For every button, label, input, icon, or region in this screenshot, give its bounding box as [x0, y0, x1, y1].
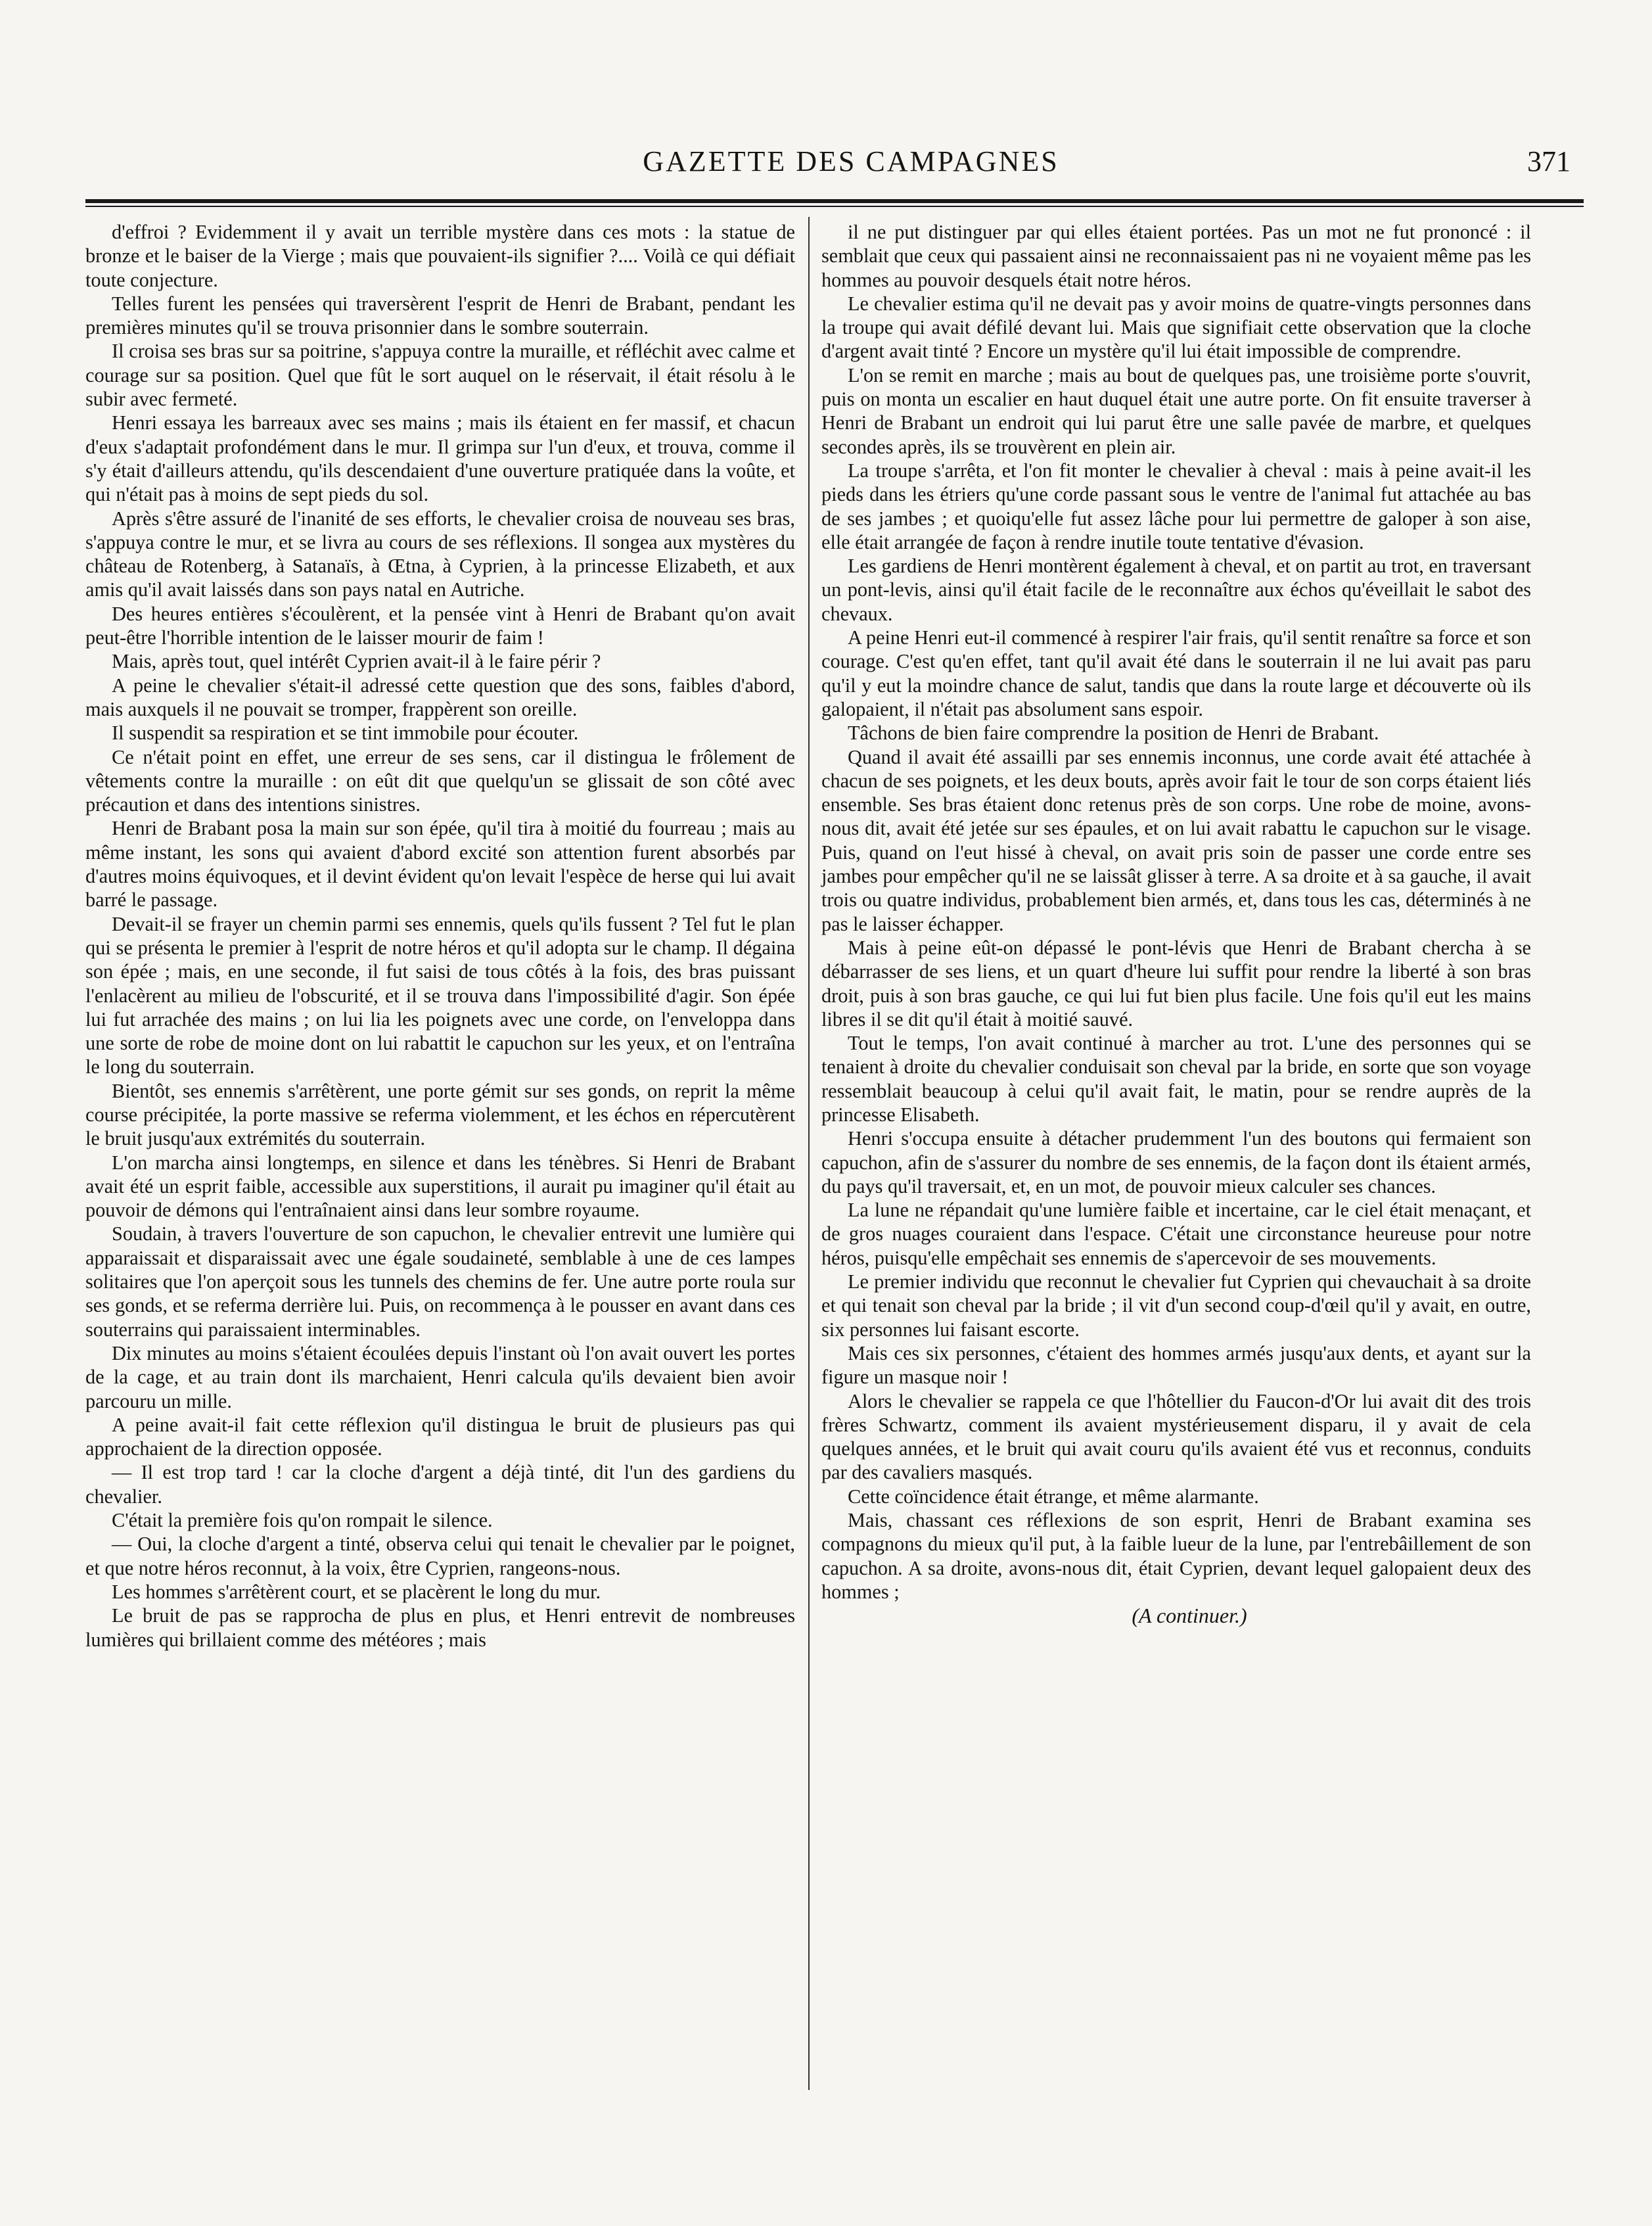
paragraph: Tout le temps, l'on avait continué à marcher au trot. L'une des personnes qui se tenaient à droite du chevalier conduisait son cheval par la bride, en sorte que son voyage ressemblait beaucoup à celui qu'il avait fait, le matin, pour se rendre auprès de la princesse Elisabeth.	[821, 1032, 1531, 1126]
paragraph: Cette coïncidence était étrange, et même alarmante.	[848, 1485, 1259, 1508]
paragraph: Telles furent les pensées qui traversèrent l'esprit de Henri de Brabant, pendant les premières minutes qu'il se trouva prisonnier dans le sombre souterrain.	[85, 292, 795, 339]
paragraph: Devait-il se frayer un chemin parmi ses ennemis, quels qu'ils fussent ? Tel fut le plan qui se présenta le premier à l'esprit de notre héros et qu'il adopta sur le champ. Il dégaina son épée ; mais, en une seconde, il fut saisi de tous côtés à la fois, des bras puissant l'enlacèrent au milieu de l'obscurité, et il se trouva dans l'impossibilité d'agir. Son épée lui fut arrachée des mains ; on lui lia les poignets avec une corde, on l'enveloppa dans une sorte de robe de moine dont on lui rabattit le capuchon sur les yeux, et on l'entraîna le long du souterrain.	[85, 912, 795, 1078]
paragraph: d'effroi ? Evidemment il y avait un terrible mystère dans ces mots : la statue de bronze et le baiser de la Vierge ; mais que pouvaient-ils signifier ?.... Voilà ce qui défiait toute conjecture.	[85, 221, 795, 291]
column-divider	[808, 217, 810, 2090]
paragraph: Les gardiens de Henri montèrent également à cheval, et on partit au trot, en traversant un pont-levis, ainsi qu'il était facile de le reconnaître aux échos qu'éveillait le sabot des chevaux.	[821, 555, 1531, 625]
paragraph: Le bruit de pas se rapprocha de plus en plus, et Henri entrevit de nombreuses lumières qui brillaient comme des météores ; mais	[85, 1604, 795, 1651]
paragraph: Henri essaya les barreaux avec ses mains ; mais ils étaient en fer massif, et chacun d'eux s'adaptait profondément dans le mur. Il grimpa sur l'un d'eux, et trouva, comme il s'y était d'ailleurs attendu, qu'ils descendaient d'une ouverture pratiquée dans la voûte, et qui n'était pas à moins de sept pieds du sol.	[85, 411, 795, 506]
page-header	[85, 135, 1617, 194]
paragraph: Henri de Brabant posa la main sur son épée, qu'il tira à moitié du fourreau ; mais au même instant, les sons qui avaient d'abord excité son attention furent absorbés par d'autres moins équivoques, et il devint évident qu'on levait l'espèce de herse qui lui avait barré le passage.	[85, 817, 795, 912]
text-column-left	[85, 220, 795, 1652]
paragraph: Henri s'occupa ensuite à détacher prudemment l'un des boutons qui fermaient son capuchon, afin de s'assurer du nombre de ses ennemis, de la façon dont ils étaient armés, du pays qu'il traversait, et, en un mot, de pouvoir mieux calculer ses chances.	[821, 1127, 1531, 1197]
paragraph: Mais, après tout, quel intérêt Cyprien avait-il à le faire périr ?	[112, 650, 601, 673]
paragraph: L'on se remit en marche ; mais au bout de quelques pas, une troisième porte s'ouvrit, puis on monta un escalier en haut duquel était une autre porte. On fit ensuite traverser à Henri de Brabant un endroit qui lui parut être une salle pavée de marbre, et quelques secondes après, ils se trouvèrent en plein air.	[821, 363, 1531, 458]
paragraph: A peine Henri eut-il commencé à respirer l'air frais, qu'il sentit renaître sa force et son courage. C'est qu'en effet, tant qu'il avait été dans le souterrain il ne lui avait pas paru qu'il y eut la moindre chance de salut, tandis que dans la route large et découverte où ils galopaient, il n'était pas absolument sans espoir.	[821, 626, 1531, 720]
paragraph: Le premier individu que reconnut le chevalier fut Cyprien qui chevauchait à sa droite et qui tenait son cheval par la bride ; il vit d'un second coup-d'œil qu'il y avait, en outre, six personnes lui faisant escorte.	[821, 1270, 1531, 1341]
paragraph: L'on marcha ainsi longtemps, en silence et dans les ténèbres. Si Henri de Brabant avait été un esprit faible, accessible aux superstitions, il aurait pu imaginer qu'il était au pouvoir de démons qui l'entraînaient ainsi dans leur sombre royaume.	[85, 1151, 795, 1222]
paragraph: Le chevalier estima qu'il ne devait pas y avoir moins de quatre-vingts personnes dans la troupe qui avait défilé devant lui. Mais que signifiait cette observation que la cloche d'argent avait tinté ? Encore un mystère qu'il lui était impossible de comprendre.	[821, 292, 1531, 363]
paragraph: — Il est trop tard ! car la cloche d'argent a déjà tinté, dit l'un des gardiens du chevalier.	[85, 1461, 795, 1508]
running-title: GAZETTE DES CAMPAGNES	[643, 145, 1059, 177]
paragraph: A peine le chevalier s'était-il adressé cette question que des sons, faibles d'abord, mais auxquels il ne pouvait se tromper, frappèrent son oreille.	[85, 674, 795, 720]
paragraph: Il croisa ses bras sur sa poitrine, s'appuya contre la muraille, et réfléchit avec calme et courage sur sa position. Quel que fût le sort auquel on le réservait, il était résolu à le subir avec fermeté.	[85, 340, 795, 411]
text-column-right	[821, 220, 1531, 1628]
paragraph: Tâchons de bien faire comprendre la position de Henri de Brabant.	[848, 722, 1379, 745]
paragraph: A peine avait-il fait cette réflexion qu'il distingua le bruit de plusieurs pas qui approchaient de la direction opposée.	[85, 1413, 795, 1460]
paragraph: Les hommes s'arrêtèrent court, et se placèrent le long du mur.	[112, 1580, 601, 1603]
paragraph: — Oui, la cloche d'argent a tinté, observa celui qui tenait le chevalier par le poignet, et que notre héros reconnut, à la voix, être Cyprien, rangeons-nous.	[85, 1533, 795, 1579]
continuation-note: (A continuer.)	[1132, 1604, 1247, 1628]
paragraph: Mais, chassant ces réflexions de son esprit, Henri de Brabant examina ses compagnons du mieux qu'il put, à la faible lueur de la lune, par l'entrebâillement de son capuchon. A sa droite, avons-nous dit, était Cyprien, devant lequel galopaient deux des hommes ;	[821, 1509, 1531, 1603]
paragraph: Après s'être assuré de l'inanité de ses efforts, le chevalier croisa de nouveau ses bras, s'appuya contre le mur, et se livra au cours de ses réflexions. Il songea aux mystères du château de Rotenberg, à Satanaïs, à Œtna, à Cyprien, à la princesse Elizabeth, et aux amis qu'il avait laissés dans son pays natal en Autriche.	[85, 507, 795, 601]
paragraph: Soudain, à travers l'ouverture de son capuchon, le chevalier entrevit une lumière qui apparaissait et disparaissait avec une égale soudaineté, semblable à une de ces lampes solitaires que l'on aperçoit sous les tunnels des chemins de fer. Une autre porte roula sur ses gonds, et se referma derrière lui. Puis, on recommença à le pousser en avant dans ces souterrains qui paraissaient interminables.	[85, 1222, 795, 1341]
paragraph: il ne put distinguer par qui elles étaient portées. Pas un mot ne fut prononcé : il semblait que ceux qui passaient ainsi ne reconnaissaient pas ni ne voyaient même pas les hommes au pouvoir desquels était notre héros.	[821, 221, 1531, 291]
header-rule-thin	[85, 206, 1584, 207]
paragraph: Des heures entières s'écoulèrent, et la pensée vint à Henri de Brabant qu'on avait peut-être l'horrible intention de le laisser mourir de faim !	[85, 602, 795, 649]
paragraph: Quand il avait été assailli par ses ennemis inconnus, une corde avait été attachée à chacun de ses poignets, et les deux bouts, après avoir fait le tour de son corps étaient liés ensemble. Ses bras étaient donc retenus près de son corps. Une robe de moine, avons-nous dit, avait été jetée sur ses épaules, et on lui avait rabattu le capuchon sur le visage. Puis, quand on l'eut hissé à cheval, on avait pris soin de passer une corde entre ses jambes pour empêcher qu'il ne se laissât glisser à terre. A sa droite et à sa gauche, il avait trois ou quatre individus, probablement bien armés, et, dans tous les cas, déterminés à ne pas le laisser échapper.	[821, 745, 1531, 935]
paragraph: Mais ces six personnes, c'étaient des hommes armés jusqu'aux dents, et ayant sur la figure un masque noir !	[821, 1341, 1531, 1389]
paragraph: Mais à peine eût-on dépassé le pont-lévis que Henri de Brabant chercha à se débarrasser de ses liens, et un quart d'heure lui suffit pour rendre la liberté à son bras droit, puis à son bras gauche, ce qui lui fut bien plus facile. Une fois qu'il eut les mains libres il se dit qu'il était à moitié sauvé.	[821, 936, 1531, 1031]
paragraph: Dix minutes au moins s'étaient écoulées depuis l'instant où l'on avait ouvert les portes de la cage, et au train dont ils marchaient, Henri calcula qu'ils devaient bien avoir parcouru un mille.	[85, 1341, 795, 1412]
paragraph: La lune ne répandait qu'une lumière faible et incertaine, car le ciel était menaçant, et de gros nuages couraient dans l'espace. C'était une circonstance heureuse pour notre héros, puisqu'elle empêchait ses ennemis de s'apercevoir de ses mouvements.	[821, 1199, 1531, 1269]
paragraph: Alors le chevalier se rappela ce que l'hôtellier du Faucon-d'Or lui avait dit des trois frères Schwartz, comment ils avaient mystérieusement disparu, il y avait de cela quelques années, et le bruit qui avait couru qu'ils avaient été vus et reconnus, conduits par des cavaliers masqués.	[821, 1389, 1531, 1484]
header-rule	[85, 199, 1584, 203]
paragraph: Il suspendit sa respiration et se tint immobile pour écouter.	[112, 722, 579, 745]
paragraph: C'était la première fois qu'on rompait le silence.	[112, 1509, 493, 1532]
paragraph: La troupe s'arrêta, et l'on fit monter le chevalier à cheval : mais à peine avait-il les pieds dans les étriers qu'une corde passant sous le ventre de l'animal fut attachée au bas de ses jambes ; et quoiqu'elle fut assez lâche pour lui permettre de galoper à son aise, elle était arrangée de façon à rendre inutile toute tentative d'évasion.	[821, 459, 1531, 553]
paragraph: Bientôt, ses ennemis s'arrêtèrent, une porte gémit sur ses gonds, on reprit la même course précipitée, la porte massive se referma violemment, et les échos en répercutèrent le bruit jusqu'aux extrémités du souterrain.	[85, 1079, 795, 1150]
paragraph: Ce n'était point en effet, une erreur de ses sens, car il distingua le frôlement de vêtements contre la muraille : on eût dit que quelqu'un se glissait de son côté avec précaution et dans des intentions sinistres.	[85, 745, 795, 816]
page-number: 371	[1527, 145, 1571, 177]
